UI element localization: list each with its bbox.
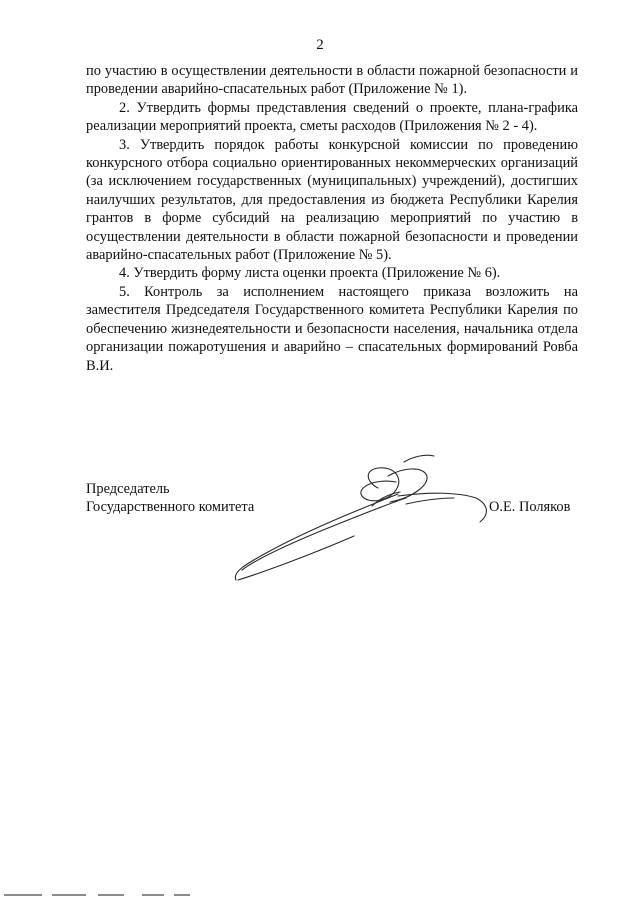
scan-edge-mark	[0, 894, 208, 897]
order-text	[86, 62, 578, 375]
signatory-position-line1: Председатель	[86, 481, 170, 497]
handwritten-signature-icon	[228, 448, 494, 596]
paragraph-item-5: 5. Контроль за исполнением настоящего приказа возложить на заместителя Председателя Государственного комитета Республики Карелия по обеспечению жизнедеятельности и безопасности населения, начальника отдела организации пожаротушения и аварийно – спасательных формирований Ровба В.И.	[86, 283, 578, 374]
page-number: 2	[316, 37, 324, 53]
signatory-name: О.Е. Поляков	[489, 499, 571, 515]
paragraph-continuation: по участию в осуществлении деятельности в области пожарной безопасности и проведении аварийно-спасательных работ (Приложение № 1).	[86, 63, 578, 98]
paragraph-item-4: 4. Утвердить форму листа оценки проекта (Приложение № 6).	[119, 265, 501, 282]
paragraph-item-2: 2. Утвердить формы представления сведений о проекте, плана-графика реализации мероприятий проекта, сметы расходов (Приложения № 2 - 4).	[86, 99, 578, 135]
signatory-position-line2: Государственного комитета	[86, 499, 255, 516]
paragraph-item-3: 3. Утвердить порядок работы конкурсной комиссии по проведению конкурсного отбора социально ориентированных некоммерческих организаций (за исключением государственных (муниципальных) учреждений), достигших наилучших результатов, для предоставления из бюджета Республики Карелия грантов в форме субсидий на реализацию мероприятий по участию в осуществлении деятельности в области пожарной безопасности и проведении аварийно-спасательных работ (Приложение № 5).	[86, 136, 578, 264]
